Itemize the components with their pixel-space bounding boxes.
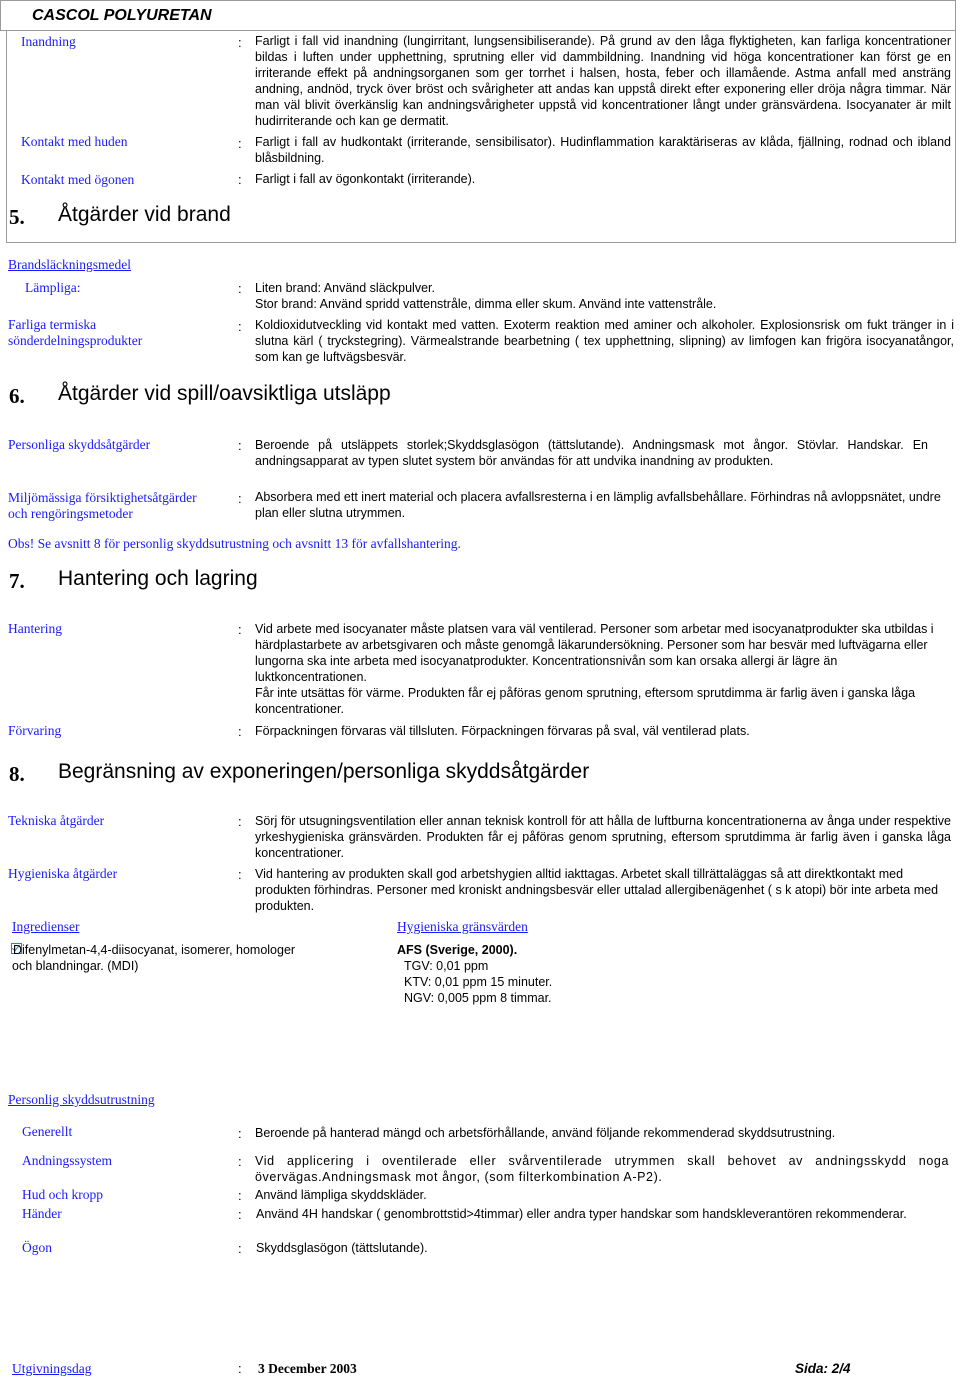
section6-title: Åtgärder vid spill/oavsiktliga utsläpp [58,382,391,405]
personliga-text [255,437,928,469]
section7-number: 7. [9,569,25,593]
kontakt-huden-paragraph: Farligt i fall av hudkontakt (irriterande, sensibilisator). Hudinflammation karaktäriseras av klåda, fjällning, rodnad och ibland blåsbildning. [255,135,951,165]
label-hander: Händer [22,1206,62,1221]
ingredient-line: Difenylmetan-4,4-diisocyanat, isomerer, homologer [13,943,296,957]
label-kontakt-ogonen: Kontakt med ögonen [21,172,135,187]
colon: : [238,622,242,637]
ingredient-line: och blandningar. (MDI) [12,959,139,973]
hud-och-kropp-text [255,1187,951,1203]
colon: : [238,1207,242,1222]
forvaring-paragraph: Förpackningen förvaras väl tillsluten. Förpackningen förvaras på sval, väl ventilerad plats. [255,724,750,738]
colon: : [238,136,242,151]
label-inandning: Inandning [21,34,76,49]
label-farliga-termiska: Farliga termiska [8,317,97,332]
label-ogon: Ögon [22,1240,52,1255]
label-sonderdelningsprodukter: sönderdelningsprodukter [8,333,143,348]
hantering-paragraph: Vid arbete med isocyanater måste platsen vara väl ventilerad. Personer som arbetar med isocyanatprodukter ska utbildas i härdplastarbete av arbetsgivaren och måste genomgå läkarundersökning. Personer som har besvär med luftvägarna eller lungorna ska inte arbeta med isocyanatprodukter. Koncentrationsnivån som kan orsaka allergi är lägre än luktkoncentrationen. [255,622,934,684]
personliga-paragraph: Beroende på utsläppets storlek;Skyddsglasögon (tättslutande). Andningsmask mot ångor. Stövlar. Handskar. En andningsapparat av typen slutet system bör användas för att undvika inandning av produkten. [255,438,928,468]
section8-number: 8. [9,762,25,786]
obs-note: Obs! Se avsnitt 8 för personlig skyddsutrustning och avsnitt 13 för avfallshantering. [8,536,461,551]
miljo-text [255,489,954,521]
product-title: CASCOL POLYURETAN [32,7,212,24]
colon: : [238,281,242,296]
colon: : [238,35,242,50]
section7-title: Hantering och lagring [58,567,258,590]
footer-utgivningsdag-label: Utgivningsdag [12,1361,92,1376]
hud-och-kropp-paragraph: Använd lämpliga skyddskläder. [255,1188,427,1202]
colon: : [238,1126,242,1141]
colon: : [238,1188,242,1203]
colon: : [238,724,242,739]
label-hantering: Hantering [8,621,62,636]
inandning-text [255,33,951,129]
personlig-skyddsutrustning-heading: Personlig skyddsutrustning [8,1092,155,1107]
document-header [0,0,956,31]
hantering-text [255,621,951,717]
section5-title: Åtgärder vid brand [58,203,231,226]
andningssystem-paragraph: Vid applicering i oventilerade eller svårventilerade utrymmen skall behovet av andningsskydd noga övervägas.Andningsmask mot ångor, (som filterkombination A-P2). [255,1154,949,1184]
section6-number: 6. [9,384,25,408]
label-miljomassiga: Miljömässiga försiktighetsåtgärder [8,490,197,505]
label-lampliga: Lämpliga: [25,280,81,295]
label-forvaring: Förvaring [8,723,62,738]
colon: : [238,438,242,453]
hander-text [256,1206,956,1222]
ngv-value: NGV: 0,005 ppm 8 timmar. [404,991,552,1005]
hander-paragraph: Använd 4H handskar ( genombrottstid>4timmar) eller andra typer handskar som handskleverantören rekommenderar. [256,1207,907,1221]
inandning-paragraph: Farligt i fall vid inandning (lungirritant, lungsensibiliserande). På grund av den låga flyktigheten, kan farliga koncentrationer bildas i luften under upphettning, sprutning eller vid dammbildning. Inandning vid höga koncentrationer kan först ge en irriterande effekt på andningsorganen som ger torrhet i halsen, hosta, feber och illamående. Astma anfall med ansträng andning, andnöd, tryck över bröst och svårigheter att andas kan uppstå direkt efter exponering eller dröja några timmar. När man väl blivit överkänslig kan andningsvårigheter uppstå vid koncentrationer långt under gränsvärdena. Isocyanater är milt hudirriterande och kan ge dermatit. [255,34,951,128]
tekniska-paragraph: Sörj för utsugningsventilation eller annan teknisk kontroll för att hålla de luftburna koncentrationerna av ånga under respektive yrkeshygieniska gränsvärden. Produkten får ej påföras genom sprutning, eftersom sprutdimma är farlig även i ganska låga koncentrationer. [255,814,951,860]
colon: : [238,1241,242,1256]
colon: : [238,172,242,187]
farliga-paragraph: Koldioxidutveckling vid kontakt med vatten. Exoterm reaktion med aminer och alkoholer. Explosionsrisk om fukt tränger in i slutna kärl ( tryckstegring). Värmealstrande bearbetning ( tex upphettning, slipning) av limfogen kan frigöra isocyanatångor, som kan ge luftvägsbesvär. [255,318,954,364]
label-andningssystem: Andningssystem [22,1153,113,1168]
lampliga-text [255,280,951,312]
label-hud-och-kropp: Hud och kropp [22,1187,103,1202]
label-kontakt-huden: Kontakt med huden [21,134,128,149]
kontakt-ogonen-text [255,171,951,187]
label-tekniska-atgarder: Tekniska åtgärder [8,813,105,828]
brandslackningsmedel-heading: Brandsläckningsmedel [8,257,131,272]
ktv-value: KTV: 0,01 ppm 15 minuter. [404,975,553,989]
section8-title: Begränsning av exponeringen/personliga skyddsåtgärder [58,760,590,783]
colon: : [238,867,242,882]
label-generellt: Generellt [22,1124,73,1139]
afs-reference: AFS (Sverige, 2000). [397,943,518,957]
forvaring-text [255,723,951,739]
section5-number: 5. [9,205,25,229]
colon: : [238,319,242,334]
hygieniska-text [255,866,957,914]
tekniska-text [255,813,951,861]
colon: : [238,814,242,829]
hantering-paragraph: Får inte utsättas för värme. Produkten får ej påföras genom sprutning, eftersom sprutdimma är farlig även i ganska låga koncentrationer. [255,686,916,716]
lampliga-line: Stor brand: Använd spridd vattenstråle, dimma eller skum. Använd inte vattenstråle. [255,297,717,311]
label-personliga-skyddsatgarder: Personliga skyddsåtgärder [8,437,151,452]
farliga-text [255,317,954,365]
ingredienser-heading: Ingredienser [12,919,80,934]
hygieniska-paragraph: Vid hantering av produkten skall god arbetshygien alltid iakttagas. Arbetet skall tillrättaläggas så att direktkontakt med produkten förhindras. Personer med kroniskt andningsbesvär eller uttalad allergibenägenhet ( s k atopi) bör inte arbeta med produkten. [255,867,939,913]
kontakt-ogonen-paragraph: Farligt i fall av ögonkontakt (irriterande). [255,172,476,186]
generellt-paragraph: Beroende på hanterad mängd och arbetsförhållande, använd följande rekommenderad skyddsutrustning. [255,1126,836,1140]
kontakt-huden-text [255,134,951,166]
colon: : [238,1154,242,1169]
miljo-paragraph: Absorbera med ett inert material och placera avfallsresterna i en lämplig avfallsbehållare. Förhindras nå avloppsnätet, undre plan eller slutna utrymmen. [255,490,941,520]
label-rengoringsmetoder: och rengöringsmetoder [8,506,133,521]
lampliga-line: Liten brand: Använd släckpulver. [255,281,435,295]
footer-page-number: Sida: 2/4 [795,1361,851,1376]
ogon-paragraph: Skyddsglasögon (tättslutande). [256,1241,428,1255]
ogon-text [256,1240,952,1256]
footer-date: 3 December 2003 [258,1361,357,1376]
generellt-text [255,1125,951,1141]
ingredient-text [12,942,352,974]
andningssystem-text [255,1153,949,1185]
gransvarden-heading: Hygieniska gränsvärden [397,919,528,934]
footer-colon: : [238,1361,242,1376]
colon: : [238,491,242,506]
tgv-value: TGV: 0,01 ppm [404,959,489,973]
label-hygieniska-atgarder: Hygieniska åtgärder [8,866,118,881]
